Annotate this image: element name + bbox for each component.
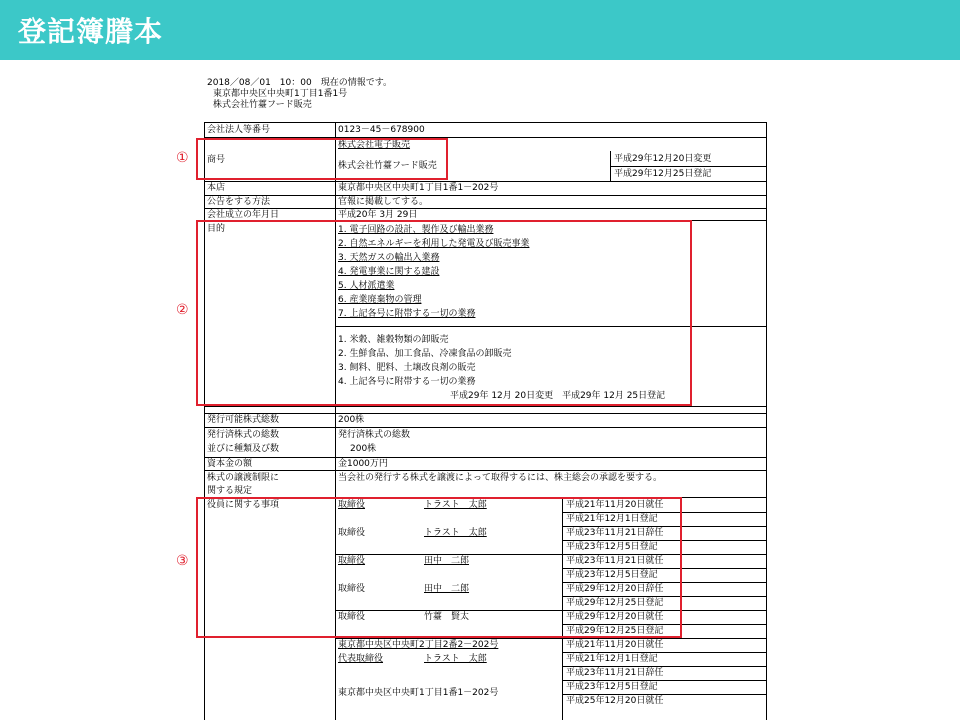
officer-row-line (562, 666, 766, 667)
marker-2: ② (176, 302, 189, 318)
purpose-old-item: 5. 人材派遣業 (338, 281, 395, 291)
capital-label: 資本金の額 (207, 459, 253, 469)
head-office-value: 東京都中央区中央町1丁目1番1－202号 (338, 183, 499, 193)
issued-shares-count: 200株 (350, 444, 377, 454)
row-line (204, 122, 767, 123)
officer-name: トラスト 太郎 (424, 500, 487, 510)
rep-date: 平成23年12月5日登記 (566, 682, 658, 692)
purpose-new-item: 3. 飼料、肥料、土壌改良剤の販売 (338, 363, 476, 373)
transfer-restriction-value: 当会社の発行する株式を譲渡によって取得するには、株主総会の承認を要する。 (338, 473, 663, 483)
purpose-old-item: 1. 電子回路の設計、製作及び輸出業務 (338, 225, 494, 235)
row-line (204, 181, 767, 182)
officer-name: 田中 二郎 (424, 556, 470, 566)
notice-value: 官報に掲載してする。 (338, 197, 429, 207)
transfer-restriction-label-2: 関する規定 (207, 486, 253, 496)
doc-company: 株式会社竹薹フード販売 (213, 100, 312, 110)
purpose-new-item: 1. 米穀、雑穀物類の卸販売 (338, 335, 449, 345)
purpose-old-item: 2. 自然エネルギーを利用した発電及び販売事業 (338, 239, 530, 249)
rep-date: 平成21年11月20日就任 (566, 640, 664, 650)
purpose-old-item: 7. 上記各号に附帯する一切の業務 (338, 309, 476, 319)
officer-row-line (562, 694, 766, 695)
row-line (204, 208, 767, 209)
rep2-date: 平成25年12月20日就任 (566, 696, 664, 706)
rep2-address: 東京都中央区中央町1丁目1番1－202号 (338, 688, 499, 698)
established-label: 会社成立の年月日 (207, 210, 280, 220)
doc-address: 東京都中央区中央町1丁目1番1号 (213, 89, 348, 99)
doc-timestamp: 2018／08／01 10：00 現在の情報です。 (207, 78, 392, 88)
purpose-new-item: 4. 上記各号に附帯する一切の業務 (338, 377, 476, 387)
marker-3: ③ (176, 553, 189, 569)
officer-title: 取締役 (338, 584, 366, 594)
marker-1: ① (176, 150, 189, 166)
trade-name-registered-date: 平成29年12月25日登記 (614, 169, 712, 179)
established-value: 平成20年 3月 29日 (338, 210, 418, 220)
capital-value: 金1000万円 (338, 459, 388, 469)
trade-name-date-line (610, 166, 767, 167)
issued-shares-label: 発行済株式の総数 (207, 430, 280, 440)
trade-name-old: 株式会社電子販売 (338, 140, 411, 150)
row-line (204, 413, 767, 414)
officer-name: 田中 二郎 (424, 584, 470, 594)
purpose-old-item: 3. 天然ガスの輸出入業務 (338, 253, 440, 263)
purpose-old-item: 6. 産業廃棄物の管理 (338, 295, 422, 305)
officer-date: 平成29年12月20日就任 (566, 612, 664, 622)
purpose-label: 目的 (207, 224, 226, 234)
officer-date: 平成29年12月25日登記 (566, 626, 664, 636)
officers-label: 役員に関する事項 (207, 500, 280, 510)
officer-date: 平成23年11月21日辞任 (566, 528, 664, 538)
row-line (204, 470, 767, 471)
rep-date: 平成23年11月21日辞任 (566, 668, 664, 678)
row-line (204, 195, 767, 196)
highlight-trade-name (196, 138, 448, 180)
officer-title: 取締役 (338, 612, 366, 622)
page-title: 登記簿謄本 (18, 15, 164, 48)
officer-block-line (336, 638, 767, 639)
officer-name: 竹薹 賢太 (424, 612, 470, 622)
rep-address: 東京都中央区中央町2丁目2番2－202号 (338, 640, 499, 650)
highlight-purpose (196, 220, 692, 406)
row-line (204, 406, 767, 407)
officer-date: 平成23年12月5日登記 (566, 542, 658, 552)
purpose-old-item: 4. 発電事業に関する建設 (338, 267, 440, 277)
transfer-restriction-label: 株式の譲渡制限に (207, 473, 280, 483)
trade-name-change-date: 平成29年12月20日変更 (614, 154, 712, 164)
officer-name: トラスト 太郎 (424, 528, 487, 538)
corp-number-value: 0123－45－678900 (338, 125, 425, 135)
officer-title: 取締役 (338, 528, 366, 538)
officer-date: 平成29年12月20日辞任 (566, 584, 664, 594)
table-right-border (766, 122, 767, 720)
purpose-new-item: 2. 生鮮食品、加工食品、冷凍食品の卸販売 (338, 349, 512, 359)
officer-title: 取締役 (338, 556, 366, 566)
officer-date: 平成21年11月20日就任 (566, 500, 664, 510)
highlight-officers (196, 497, 682, 638)
officer-date: 平成23年11月21日就任 (566, 556, 664, 566)
notice-label: 公告をする方法 (207, 197, 271, 207)
issued-shares-value: 発行済株式の総数 (338, 430, 411, 440)
officer-date: 平成29年12月25日登記 (566, 598, 664, 608)
head-office-label: 本店 (207, 183, 226, 193)
corp-number-label: 会社法人等番号 (207, 125, 271, 135)
authorized-shares-value: 200株 (338, 415, 365, 425)
rep-name: トラスト 太郎 (424, 654, 487, 664)
purpose-change-note: 平成29年 12月 20日変更 平成29年 12月 25日登記 (450, 391, 666, 401)
row-line (204, 457, 767, 458)
authorized-shares-label: 発行可能株式総数 (207, 415, 280, 425)
trade-name-label: 商号 (207, 155, 226, 165)
officer-row-line (562, 680, 766, 681)
officer-date: 平成21年12月1日登記 (566, 514, 658, 524)
officer-row-line (562, 652, 766, 653)
officer-date: 平成23年12月5日登記 (566, 570, 658, 580)
rep-date: 平成21年12月1日登記 (566, 654, 658, 664)
officer-title: 取締役 (338, 500, 366, 510)
issued-shares-label-2: 並びに種類及び数 (207, 444, 280, 454)
rep-title: 代表取締役 (338, 654, 384, 664)
trade-name-new: 株式会社竹薹フード販売 (338, 161, 437, 171)
row-line (204, 427, 767, 428)
